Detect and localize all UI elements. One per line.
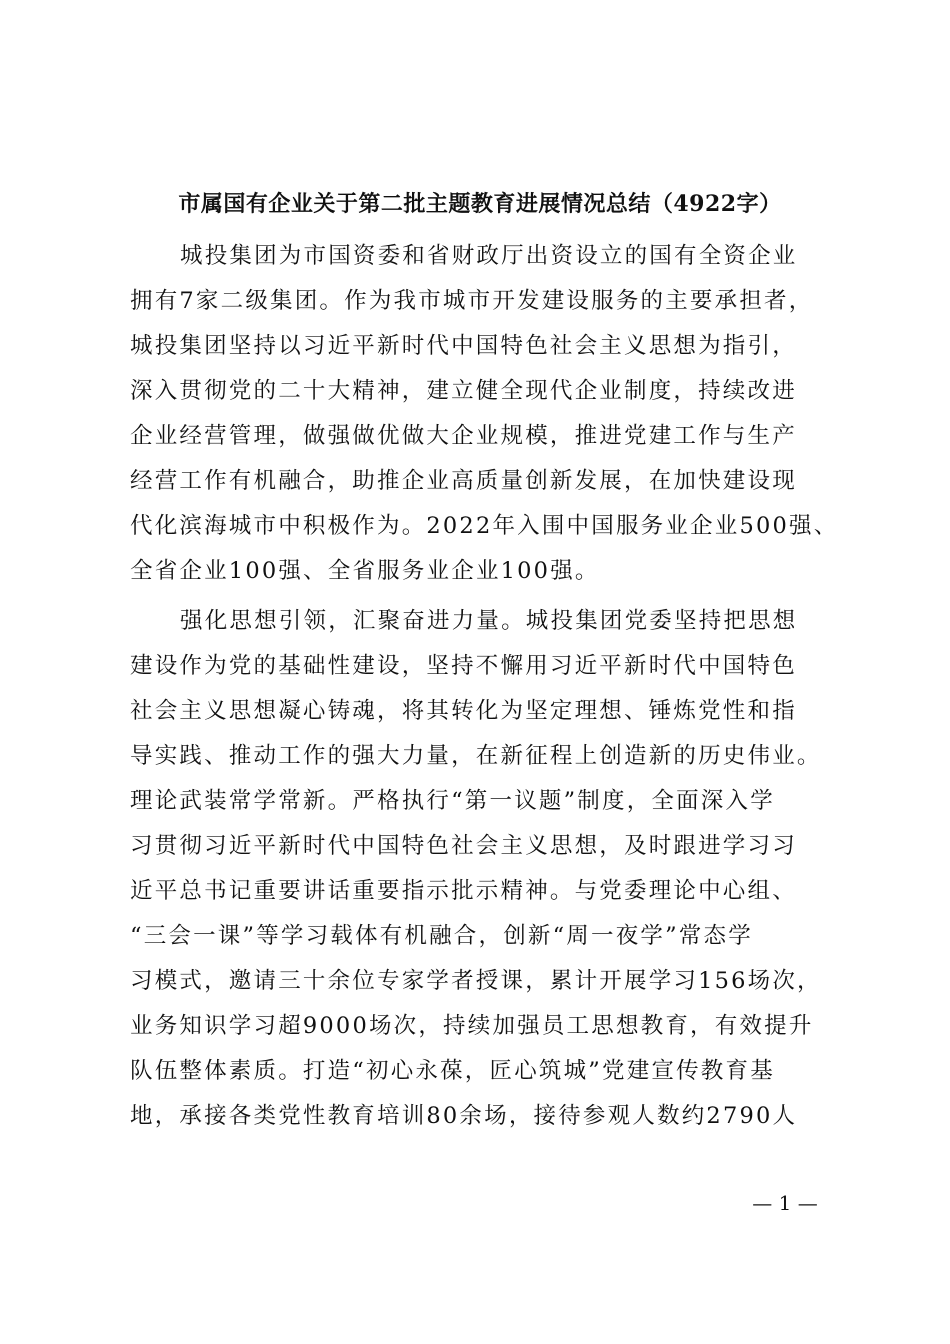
paragraph-2-line: 习贯彻习近平新时代中国特色社会主义思想，及时跟进学习习: [130, 833, 797, 859]
paragraph-2-line: 地，承接各类党性教育培训80余场，接待参观人数约2790人: [130, 1103, 798, 1129]
paragraph-1-line: 深入贯彻党的二十大精神，建立健全现代企业制度，持续改进: [130, 378, 797, 404]
paragraph-2-line: 习模式，邀请三十余位专家学者授课，累计开展学习156场次，: [130, 968, 822, 994]
paragraph-1-line: 全省企业100强、全省服务业企业100强。: [130, 558, 600, 584]
paragraph-1-line: 城投集团坚持以习近平新时代中国特色社会主义思想为指引，: [130, 333, 797, 359]
paragraph-1-line: 代化滨海城市中积极作为。2022年入围中国服务业企业500强、: [130, 513, 839, 539]
page-number: — 1 —: [752, 1191, 818, 1215]
paragraph-2-line: 理论武装常学常新。严格执行“第一议题”制度，全面深入学: [130, 788, 775, 814]
paragraph-1-line: 企业经营管理，做强做优做大企业规模，推进党建工作与生产: [130, 423, 797, 449]
paragraph-2-line: 强化思想引领，汇聚奋进力量。城投集团党委坚持把思想: [180, 608, 798, 634]
paragraph-2-line: 建设作为党的基础性建设，坚持不懈用习近平新时代中国特色: [130, 653, 797, 679]
paragraph-1-line: 经营工作有机融合，助推企业高质量创新发展，在加快建设现: [130, 468, 797, 494]
paragraph-2-line: “三会一课”等学习载体有机融合，创新“周一夜学”常态学: [130, 923, 753, 949]
paragraph-2-line: 业务知识学习超9000场次，持续加强员工思想教育，有效提升: [130, 1013, 814, 1039]
document-title: 市属国有企业关于第二批主题教育进展情况总结（4922字）: [178, 191, 782, 217]
paragraph-2-line: 导实践、推动工作的强大力量，在新征程上创造新的历史伟业。: [130, 743, 822, 769]
paragraph-2-line: 近平总书记重要讲话重要指示批示精神。与党委理论中心组、: [130, 878, 797, 904]
paragraph-1-line: 拥有7家二级集团。作为我市城市开发建设服务的主要承担者，: [130, 288, 814, 314]
paragraph-1-line: 城投集团为市国资委和省财政厅出资设立的国有全资企业: [180, 243, 798, 269]
paragraph-2-line: 队伍整体素质。打造“初心永葆，匠心筑城”党建宣传教育基: [130, 1058, 775, 1084]
paragraph-2-line: 社会主义思想凝心铸魂，将其转化为坚定理想、锤炼党性和指: [130, 698, 797, 724]
